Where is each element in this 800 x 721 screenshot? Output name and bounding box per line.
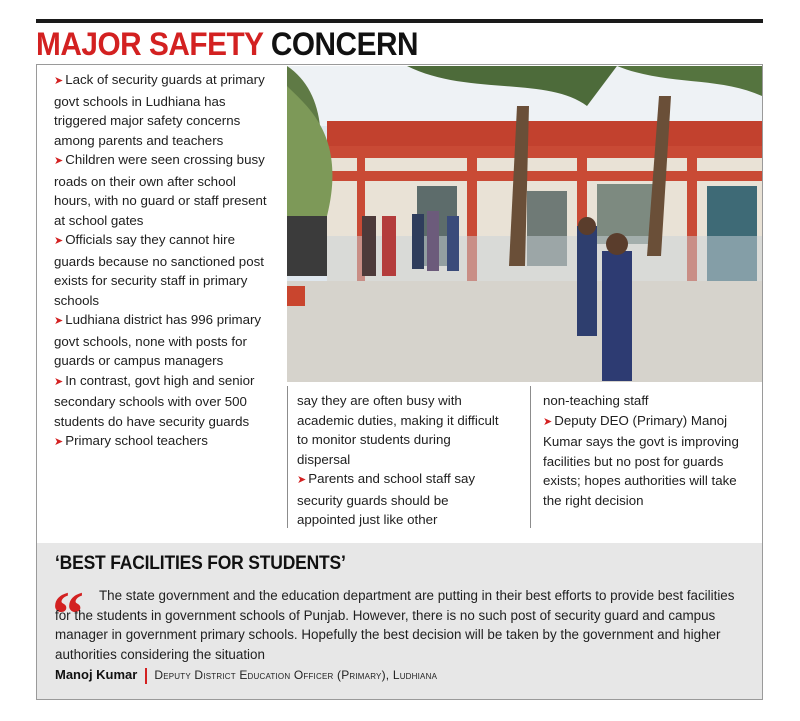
- continuation-text: say they are often busy with academic duties, making it difficult to monitor students during dispersal: [297, 393, 499, 467]
- byline-name: Manoj Kumar: [55, 667, 138, 682]
- byline-separator: [145, 668, 147, 684]
- headline: [36, 25, 418, 63]
- column-divider: [287, 386, 288, 528]
- top-rule: [36, 19, 763, 23]
- quote-heading: ‘BEST FACILITIES FOR STUDENTS’: [55, 553, 346, 574]
- arrow-bullet-icon: ➤: [54, 75, 64, 87]
- quote-mark-icon: “: [52, 578, 84, 649]
- bullet-column-1: [54, 70, 272, 453]
- arrow-bullet-icon: ➤: [543, 415, 553, 428]
- arrow-bullet-icon: ➤: [54, 235, 64, 247]
- arrow-bullet-icon: ➤: [54, 375, 64, 388]
- text-column-2: [297, 391, 505, 530]
- bullet-item: ➤ Children were seen crossing busy roads on their own after school hours, with no guard or staff present at school gates: [54, 152, 267, 228]
- bullet-item: ➤ Officials say they cannot hire guards because no sanctioned post exists for security staff in primary schools: [54, 232, 264, 308]
- headline-red: MAJOR SAFETY: [36, 26, 264, 62]
- continuation-text: non-teaching staff: [543, 393, 649, 408]
- column-divider: [530, 386, 531, 528]
- arrow-bullet-icon: ➤: [54, 315, 64, 327]
- byline-title: Deputy District Education Officer (Primary), Ludhiana: [154, 668, 438, 682]
- bullet-item: ➤ In contrast, govt high and senior secondary schools with over 500 students do have security guards: [54, 372, 255, 429]
- school-photo: [287, 66, 762, 382]
- bullet-item: ➤ Lack of security guards at primary govt schools in Ludhiana has triggered major safety concerns among parents and teachers: [54, 72, 265, 148]
- arrow-bullet-icon: ➤: [297, 474, 307, 486]
- bullet-item: ➤ Deputy DEO (Primary) Manoj Kumar says the govt is improving facilities but no post for guards exists; hopes authorities will take the right decision: [543, 412, 739, 508]
- bullet-item: ➤ Primary school teachers: [54, 433, 208, 448]
- bullet-item: ➤ Parents and school staff say security guards should be appointed just like other: [297, 471, 476, 527]
- headline-black: CONCERN: [270, 26, 419, 62]
- arrow-bullet-icon: ➤: [54, 155, 64, 167]
- bullet-item: ➤ Ludhiana district has 996 primary govt schools, none with posts for guards or campus managers: [54, 312, 262, 368]
- text-column-3: [543, 391, 757, 510]
- quote-text: The state government and the education department are putting in their best efforts to provide best facilities for the students in government schools of Punjab. However, there is no such post of security guard and campus manager in government primary schools. Hopefully the best decision will be taken by the government and higher authorities considering the situation: [55, 588, 735, 662]
- byline: [55, 667, 437, 684]
- arrow-bullet-icon: ➤: [54, 436, 64, 448]
